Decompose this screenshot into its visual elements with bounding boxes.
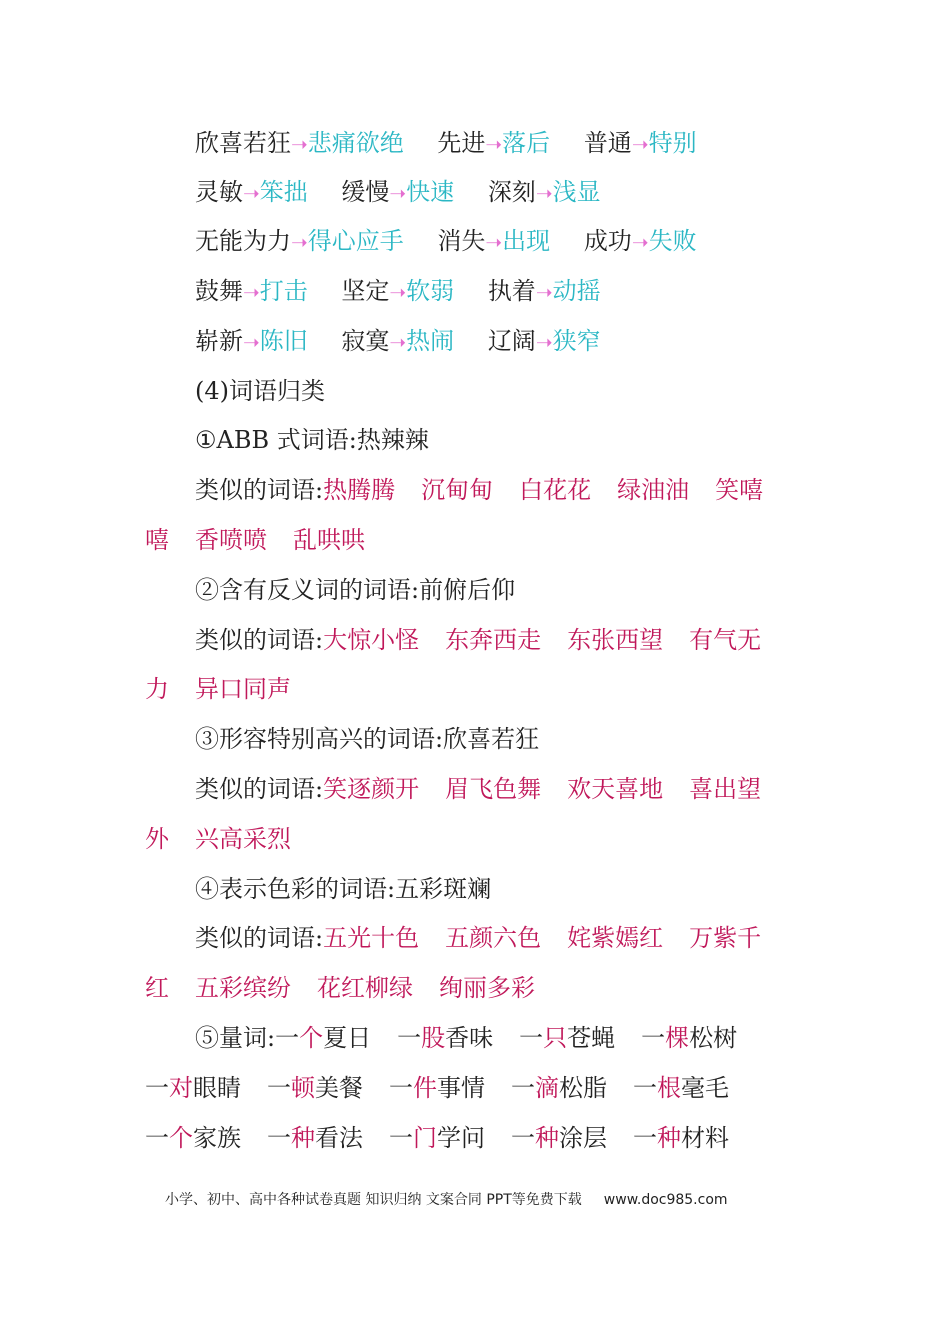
noun: 家族 [193,1124,241,1152]
numeral: 一 [511,1074,535,1102]
word: 坚定 [341,277,390,305]
arrow-icon: ➝ [535,181,553,205]
antonym: 浅显 [552,178,601,206]
antonym: 特别 [648,129,697,157]
measure-word: 滴 [535,1074,559,1102]
similar-word: 五颜六色 [445,924,542,952]
similar-word: 异口同声 [195,675,291,703]
similar-word-tail: 外 [145,825,169,853]
numeral: 一 [511,1124,535,1152]
measure-word: 件 [413,1074,437,1102]
measure-word: 对 [169,1074,193,1102]
arrow-icon: ➝ [291,230,308,254]
measure-word: 股 [421,1024,446,1052]
noun: 眼睛 [193,1074,241,1102]
noun: 毫毛 [681,1074,729,1102]
similar-word: 笑嘻 [715,476,764,504]
arrow-icon: ➝ [389,330,407,354]
measure-row [145,1123,805,1153]
antonym: 动摇 [552,277,601,305]
measure-word: 棵 [665,1024,690,1052]
word: 缓慢 [341,178,390,206]
similar-word: 姹紫嫣红 [567,924,664,952]
antonym: 软弱 [406,277,455,305]
numeral: 一 [633,1124,657,1152]
similar-word: 兴高采烈 [195,825,291,853]
measure-word: 种 [657,1124,681,1152]
similar-line [195,475,855,505]
antonym-row [195,128,855,159]
numeral: 一 [267,1074,291,1102]
antonym: 快速 [406,178,455,206]
measure-word: 只 [543,1024,568,1052]
similar-line [195,625,855,655]
similar-label: 类似的词语: [195,476,324,504]
antonym: 狭窄 [552,327,601,355]
numeral: 一 [519,1024,544,1052]
similar-line-cont [145,824,805,854]
similar-word: 乱哄哄 [293,526,365,554]
similar-word: 欢天喜地 [567,775,664,803]
antonym: 落后 [502,129,551,157]
antonym: 热闹 [406,327,455,355]
word: 寂寞 [341,327,390,355]
measure-row [145,1073,805,1103]
arrow-icon: ➝ [535,280,553,304]
noun: 苍蝇 [567,1024,616,1052]
similar-word: 万紫千 [689,924,762,952]
noun: 夏日 [323,1024,372,1052]
antonym: 打击 [259,277,308,305]
arrow-icon: ➝ [389,280,407,304]
noun: 事情 [437,1074,485,1102]
noun: 松脂 [559,1074,607,1102]
arrow-icon: ➝ [485,132,503,156]
similar-word: 笑逐颜开 [323,775,420,803]
group-heading: ③形容特别高兴的词语:欣喜若狂 [195,725,540,753]
similar-word: 绚丽多彩 [439,974,535,1002]
arrow-icon: ➝ [291,132,308,156]
numeral: 一 [145,1124,169,1152]
similar-line-cont [145,973,805,1003]
section-title: (4)词语归类 [195,377,325,405]
similar-word-tail: 红 [145,974,169,1002]
antonym-row [195,226,855,257]
antonym-row [195,326,855,357]
similar-line [195,923,855,953]
arrow-icon: ➝ [631,230,649,254]
antonym: 失败 [648,227,697,255]
arrow-icon: ➝ [389,181,407,205]
arrow-icon: ➝ [631,132,649,156]
similar-label: 类似的词语: [195,924,324,952]
measure-word: 个 [169,1124,193,1152]
word: 灵敏 [195,178,243,206]
numeral: 一 [267,1124,291,1152]
group-heading: ④表示色彩的词语:五彩斑斓 [195,875,492,903]
word: 成功 [583,227,632,255]
numeral: 一 [145,1074,169,1102]
similar-word: 香喷喷 [195,526,267,554]
noun: 香味 [445,1024,494,1052]
similar-word: 东张西望 [567,626,664,654]
numeral: 一 [641,1024,666,1052]
similar-line-cont [145,525,805,555]
similar-word: 东奔西走 [445,626,542,654]
similar-word: 有气无 [689,626,762,654]
similar-word: 眉飞色舞 [445,775,542,803]
word: 欣喜若狂 [195,129,291,157]
footer-text: 小学、初中、高中各种试卷真题 知识归纳 文案合同 PPT等免费下载 [165,1192,582,1208]
similar-line [195,774,855,804]
group-heading: ①ABB 式词语:热辣辣 [195,426,429,454]
antonym: 陈旧 [259,327,308,355]
noun: 美餐 [315,1074,363,1102]
similar-word-tail: 力 [145,675,169,703]
similar-word: 五彩缤纷 [195,974,291,1002]
similar-word: 五光十色 [323,924,420,952]
similar-word: 白花花 [519,476,592,504]
antonym-row [195,276,855,307]
similar-label: 类似的词语: [195,626,324,654]
numeral: 一 [389,1124,413,1152]
similar-label: 类似的词语: [195,775,324,803]
arrow-icon: ➝ [243,280,260,304]
arrow-icon: ➝ [485,230,503,254]
numeral: 一 [389,1074,413,1102]
arrow-icon: ➝ [243,181,260,205]
page-footer [165,1190,728,1210]
numeral: 一 [397,1024,422,1052]
noun: 学问 [437,1124,485,1152]
measure-label: ⑤量词: [195,1024,276,1052]
similar-word: 绿油油 [617,476,690,504]
similar-word: 喜出望 [689,775,762,803]
group-heading: ②含有反义词的词语:前俯后仰 [195,576,516,604]
measure-word: 种 [535,1124,559,1152]
similar-word: 大惊小怪 [323,626,420,654]
numeral: 一 [275,1024,300,1052]
word: 辽阔 [487,327,536,355]
numeral: 一 [633,1074,657,1102]
word: 消失 [437,227,486,255]
antonym: 得心应手 [307,227,404,255]
antonym: 悲痛欲绝 [307,129,404,157]
measure-word: 门 [413,1124,437,1152]
antonym: 出现 [502,227,551,255]
word: 先进 [437,129,486,157]
similar-word: 沉甸甸 [421,476,494,504]
measure-word: 个 [299,1024,324,1052]
similar-word: 花红柳绿 [317,974,413,1002]
word: 崭新 [195,327,243,355]
word: 执着 [487,277,536,305]
noun: 涂层 [559,1124,607,1152]
similar-line-cont [145,674,805,704]
antonym: 笨拙 [259,178,308,206]
word: 鼓舞 [195,277,243,305]
noun: 松树 [689,1024,738,1052]
noun: 材料 [681,1124,729,1152]
similar-word: 热腾腾 [323,476,396,504]
arrow-icon: ➝ [243,330,260,354]
arrow-icon: ➝ [535,330,553,354]
word: 深刻 [487,178,536,206]
footer-url[interactable]: www.doc985.com [603,1192,728,1208]
measure-row [195,1023,855,1053]
similar-word-tail: 嘻 [145,526,169,554]
measure-word: 根 [657,1074,681,1102]
word: 普通 [583,129,632,157]
measure-word: 种 [291,1124,315,1152]
measure-word: 顿 [291,1074,315,1102]
word: 无能为力 [195,227,291,255]
antonym-row [195,177,855,208]
noun: 看法 [315,1124,363,1152]
